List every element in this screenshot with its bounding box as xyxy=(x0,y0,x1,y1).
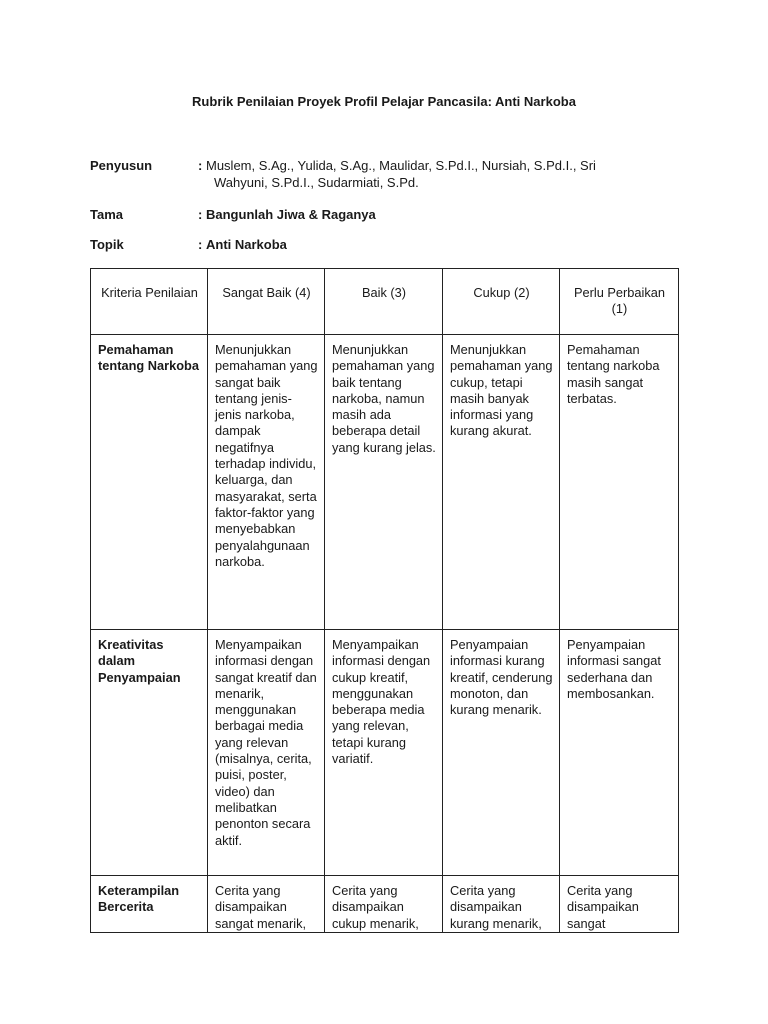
table-cell: Cerita yang disampaikan sangat menarik, xyxy=(208,876,325,933)
table-cell: Menyampaikan informasi dengan cukup kreatif, menggunakan beberapa media yang relevan, tetapi kurang variatif. xyxy=(325,630,443,876)
table-cell: Menyampaikan informasi dengan sangat kreatif dan menarik, menggunakan berbagai media yang relevan (misalnya, cerita, puisi, poster, video) dan melibatkan penonton secara aktif. xyxy=(208,630,325,876)
table-cell: Penyampaian informasi sangat sederhana dan membosankan. xyxy=(560,630,679,876)
table-row xyxy=(91,876,679,933)
rubric-table xyxy=(90,268,679,933)
topik-label: Topik xyxy=(90,237,124,252)
criterion-cell: Keterampilan Bercerita xyxy=(91,876,208,933)
header-sangat-baik: Sangat Baik (4) xyxy=(208,269,325,335)
criterion-cell: Pemahaman tentang Narkoba xyxy=(91,335,208,630)
table-cell: Cerita yang disampaikan sangat xyxy=(560,876,679,933)
table-cell: Menunjukkan pemahaman yang baik tentang narkoba, namun masih ada beberapa detail yang kurang jelas. xyxy=(325,335,443,630)
penyusun-value-line1: Muslem, S.Ag., Yulida, S.Ag., Maulidar, S.Pd.I., Nursiah, S.Pd.I., Sri xyxy=(206,158,596,173)
table-cell: Pemahaman tentang narkoba masih sangat terbatas. xyxy=(560,335,679,630)
tema-value: Bangunlah Jiwa & Raganya xyxy=(206,207,376,222)
penyusun-colon: : xyxy=(198,158,203,173)
table-cell: Cerita yang disampaikan cukup menarik, xyxy=(325,876,443,933)
table-row xyxy=(91,630,679,876)
tema-colon: : xyxy=(198,207,203,222)
criterion-cell: Kreativitas dalam Penyampaian xyxy=(91,630,208,876)
penyusun-label: Penyusun xyxy=(90,158,153,173)
topik-value: Anti Narkoba xyxy=(206,237,287,252)
header-cukup: Cukup (2) xyxy=(443,269,560,335)
table-cell: Menunjukkan pemahaman yang sangat baik tentang jenis-jenis narkoba, dampak negatifnya terhadap individu, keluarga, dan masyarakat, serta faktor-faktor yang menyebabkan penyalahgunaan narkoba. xyxy=(208,335,325,630)
header-perlu-perbaikan: Perlu Perbaikan (1) xyxy=(560,269,679,335)
table-row xyxy=(91,335,679,630)
topik-colon: : xyxy=(198,237,203,252)
penyusun-value-line2: Wahyuni, S.Pd.I., Sudarmiati, S.Pd. xyxy=(214,175,419,190)
table-header-row xyxy=(91,269,679,335)
table-cell: Penyampaian informasi kurang kreatif, cenderung monoton, dan kurang menarik. xyxy=(443,630,560,876)
header-kriteria: Kriteria Penilaian xyxy=(91,269,208,335)
tema-label: Tama xyxy=(90,207,123,222)
penyusun-value xyxy=(206,157,636,191)
table-cell: Cerita yang disampaikan kurang menarik, xyxy=(443,876,560,933)
document-title: Rubrik Penilaian Proyek Profil Pelajar Pancasila: Anti Narkoba xyxy=(192,94,576,109)
header-baik: Baik (3) xyxy=(325,269,443,335)
table-cell: Menunjukkan pemahaman yang cukup, tetapi masih banyak informasi yang kurang akurat. xyxy=(443,335,560,630)
